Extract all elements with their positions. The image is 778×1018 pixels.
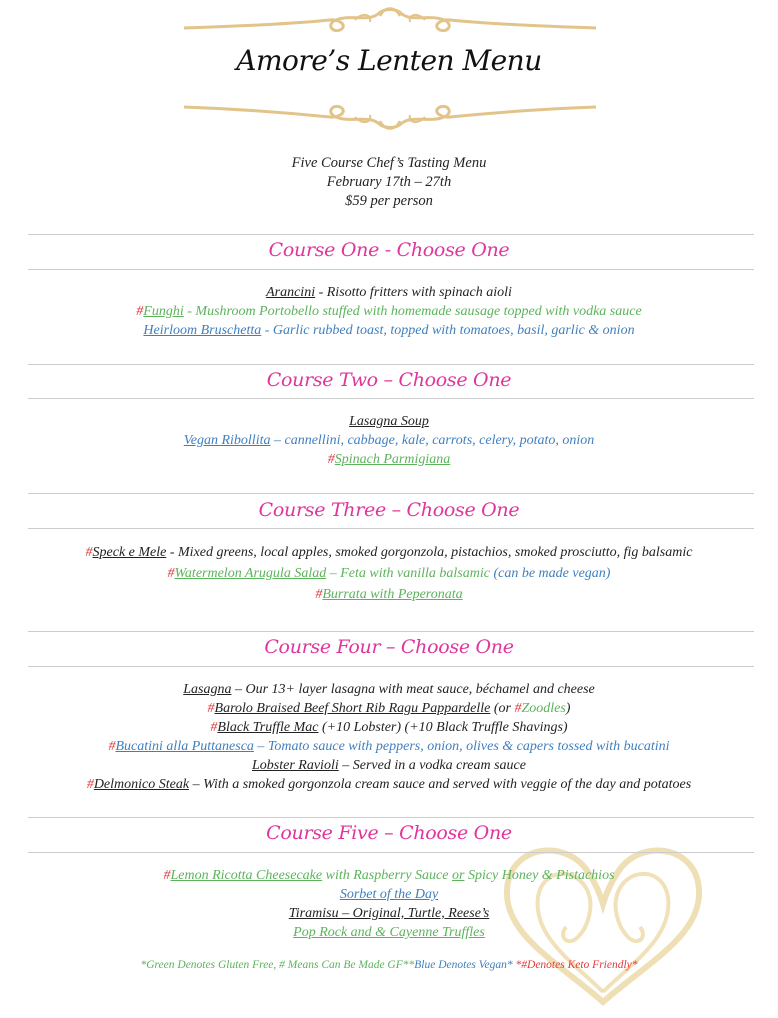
menu-text: - Mushroom Portobello stuffed with homemade sausage topped with vodka sauce [183,304,642,319]
intro-dates: February 17th – 27th [326,174,452,190]
menu-item [0,718,778,737]
menu-text: or [451,868,465,883]
menu-text: Lemon Ricotta Cheesecake [170,868,323,883]
gf-marker: # [315,587,323,602]
menu-text: Lobster Ravioli [252,758,339,773]
divider [28,852,754,853]
menu-item [0,923,778,942]
menu-text: (+10 Lobster) (+10 Black Truffle Shavings) [318,720,568,735]
menu-text: - Risotto fritters with spinach aioli [315,285,512,300]
gf-marker: # [167,566,175,581]
menu-text: Spinach Parmigiana [334,452,451,467]
menu-item [0,431,778,450]
menu-item [0,680,778,699]
gf-marker: # [514,701,522,716]
course-three-items [0,542,778,605]
menu-text: Bucatini alla Puttanesca [115,739,254,754]
gf-marker: # [85,545,93,560]
menu-text: – Our 13+ layer lasagna with meat sauce, béchamel and cheese [231,682,595,697]
course-two-items [0,412,778,469]
menu-item [0,885,778,904]
menu-text: Black Truffle Mac [217,720,319,735]
menu-item [0,584,778,605]
divider [28,234,754,235]
menu-text: Arancini [266,285,316,300]
divider [28,666,754,667]
menu-text: - Garlic rubbed toast, topped with tomatoes, basil, garlic & onion [261,323,635,338]
menu-text: Spicy Honey & Pistachios [464,868,615,883]
gf-marker: # [327,452,335,467]
gf-marker: # [136,304,144,319]
divider [28,631,754,632]
gf-marker: # [210,720,218,735]
menu-text: – Served in a vodka cream sauce [338,758,526,773]
menu-text: Vegan Ribollita [183,433,271,448]
menu-text: Lasagna [183,682,232,697]
menu-text: (can be made vegan) [493,566,611,581]
menu-text: Pop Rock and & Cayenne Truffles [293,925,485,940]
menu-item [0,302,778,321]
menu-text: - Mixed greens, local apples, smoked gorgonzola, pistachios, smoked prosciutto, fig balsamic [166,545,693,560]
menu-item [0,412,778,431]
menu-intro [0,154,778,211]
menu-text: Watermelon Arugula Salad [174,566,327,581]
menu-item [0,737,778,756]
gf-marker: # [163,868,171,883]
menu-text: Burrata with Peperonata [322,587,463,602]
menu-item [0,542,778,563]
course-one-title: Course One - Choose One [268,239,510,261]
menu-legend-footnote [0,959,778,971]
menu-item [0,321,778,340]
menu-text: ) [565,701,571,716]
menu-text: Barolo Braised Beef Short Rib Ragu Pappardelle [214,701,491,716]
menu-item [0,756,778,775]
menu-text: Speck e Mele [92,545,167,560]
course-five-title: Course Five – Choose One [266,822,512,844]
menu-item [0,699,778,718]
divider [28,528,754,529]
gf-marker: # [86,777,94,792]
menu-text: – Feta with vanilla balsamic [326,566,494,581]
menu-text: Lasagna Soup [349,414,429,429]
menu-text: Blue Denotes Vegan* [414,959,516,971]
course-five-items [0,866,778,942]
menu-text: Tiramisu – Original, Turtle, Reese’s [288,906,490,921]
menu-text: – cannellini, cabbage, kale, carrots, celery, potato, onion [270,433,595,448]
divider [28,364,754,365]
top-flourish-ornament [180,2,600,42]
course-three-title: Course Three – Choose One [258,499,520,521]
intro-line: Five Course Chef’s Tasting Menu [291,155,487,171]
divider [28,398,754,399]
menu-text: Zoodles [521,701,566,716]
gf-marker: # [108,739,116,754]
menu-text: with Raspberry Sauce [322,868,452,883]
menu-text: (or [490,701,515,716]
course-four-title: Course Four – Choose One [264,636,514,658]
menu-item [0,775,778,794]
divider [28,269,754,270]
course-two-title: Course Two – Choose One [266,369,512,391]
menu-text: Delmonico Steak [93,777,190,792]
menu-item [0,904,778,923]
menu-item [0,866,778,885]
menu-text: – Tomato sauce with peppers, onion, olives & capers tossed with bucatini [253,739,670,754]
divider [28,493,754,494]
menu-text: *Green Denotes Gluten Free, # Means Can Be Made GF** [140,959,415,971]
course-four-items [0,680,778,794]
menu-item [0,563,778,584]
menu-item [0,450,778,469]
menu-text: Funghi [143,304,184,319]
gf-marker: # [207,701,215,716]
bottom-flourish-ornament [180,95,600,135]
gf-marker: *#Denotes Keto Friendly* [515,959,638,971]
menu-text: Heirloom Bruschetta [143,323,262,338]
menu-title: Amore’s Lenten Menu [236,44,542,77]
menu-text: Sorbet of the Day [339,887,439,902]
course-one-items [0,283,778,340]
intro-price: $59 per person [345,193,433,209]
divider [28,817,754,818]
menu-text: – With a smoked gorgonzola cream sauce and served with veggie of the day and potatoes [189,777,692,792]
menu-item [0,283,778,302]
